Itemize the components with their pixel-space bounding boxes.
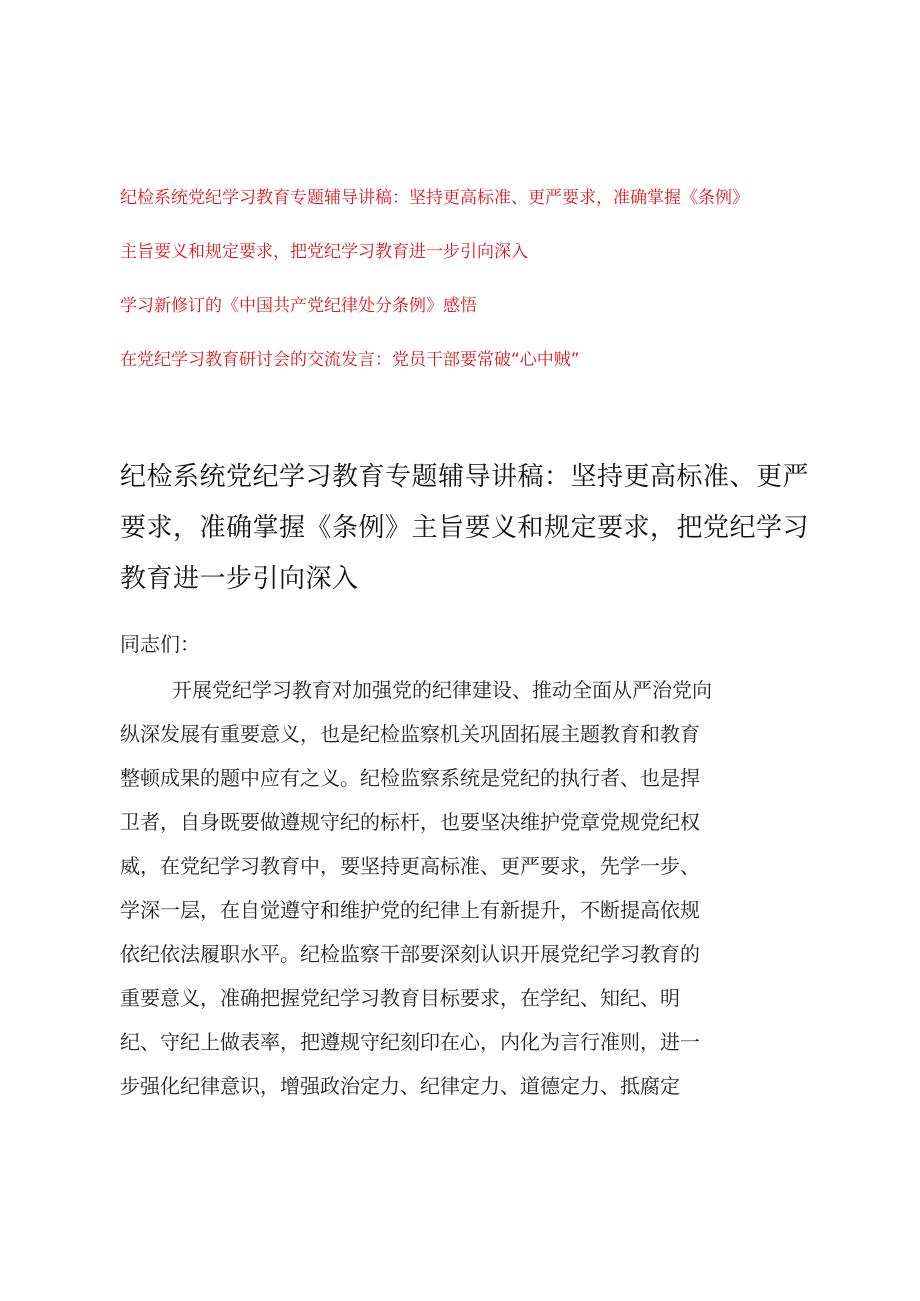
toc-link-3-line-1: 在党纪学习教育研讨会的交流发言：党员干部要常破“心中贼”	[120, 350, 580, 370]
paragraph-line-9: 纪、守纪上做表率，把遵规守纪刻印在心，内化为言行准则，进一	[120, 1030, 700, 1054]
document-title	[120, 452, 820, 605]
toc-link-2[interactable]	[120, 296, 820, 316]
toc-link-1[interactable]	[120, 188, 820, 262]
toc-link-1-line-2: 主旨要义和规定要求，把党纪学习教育进一步引向深入	[120, 242, 528, 262]
paragraph-line-5: 威，在党纪学习教育中，要坚持更高标准、更严要求，先学一步、	[120, 854, 700, 878]
document-body	[120, 622, 810, 1108]
title-line-3: 教育进一步引向深入	[120, 564, 359, 594]
salutation: 同志们：	[120, 632, 200, 656]
paragraph-line-2: 纵深发展有重要意义，也是纪检监察机关巩固拓展主题教育和教育	[120, 722, 700, 746]
title-line-1: 纪检系统党纪学习教育专题辅导讲稿：坚持更高标准、更严	[120, 462, 810, 492]
paragraph-line-10: 步强化纪律意识，增强政治定力、纪律定力、道德定力、抵腐定	[120, 1074, 680, 1098]
paragraph-line-4: 卫者，自身既要做遵规守纪的标杆，也要坚决维护党章党规党纪权	[120, 810, 700, 834]
toc-link-3[interactable]	[120, 350, 820, 370]
title-line-2: 要求，准确掌握《条例》主旨要义和规定要求，把党纪学习	[120, 513, 810, 543]
toc-link-2-line-1: 学习新修订的《中国共产党纪律处分条例》感悟	[120, 296, 477, 316]
toc-link-1-line-1: 纪检系统党纪学习教育专题辅导讲稿：坚持更高标准、更严要求，准确掌握《条例》	[120, 188, 749, 208]
paragraph-line-7: 依纪依法履职水平。纪检监察干部要深刻认识开展党纪学习教育的	[120, 942, 700, 966]
body-paragraph	[120, 668, 810, 1108]
paragraph-line-8: 重要意义，准确把握党纪学习教育目标要求，在学纪、知纪、明	[120, 986, 680, 1010]
paragraph-line-6: 学深一层，在自觉遵守和维护党的纪律上有新提升，不断提高依规	[120, 898, 700, 922]
paragraph-line-1: 开展党纪学习教育对加强党的纪律建设、推动全面从严治党向	[172, 678, 712, 702]
table-of-contents	[120, 188, 820, 404]
paragraph-line-3: 整顿成果的题中应有之义。纪检监察系统是党纪的执行者、也是捍	[120, 766, 700, 790]
